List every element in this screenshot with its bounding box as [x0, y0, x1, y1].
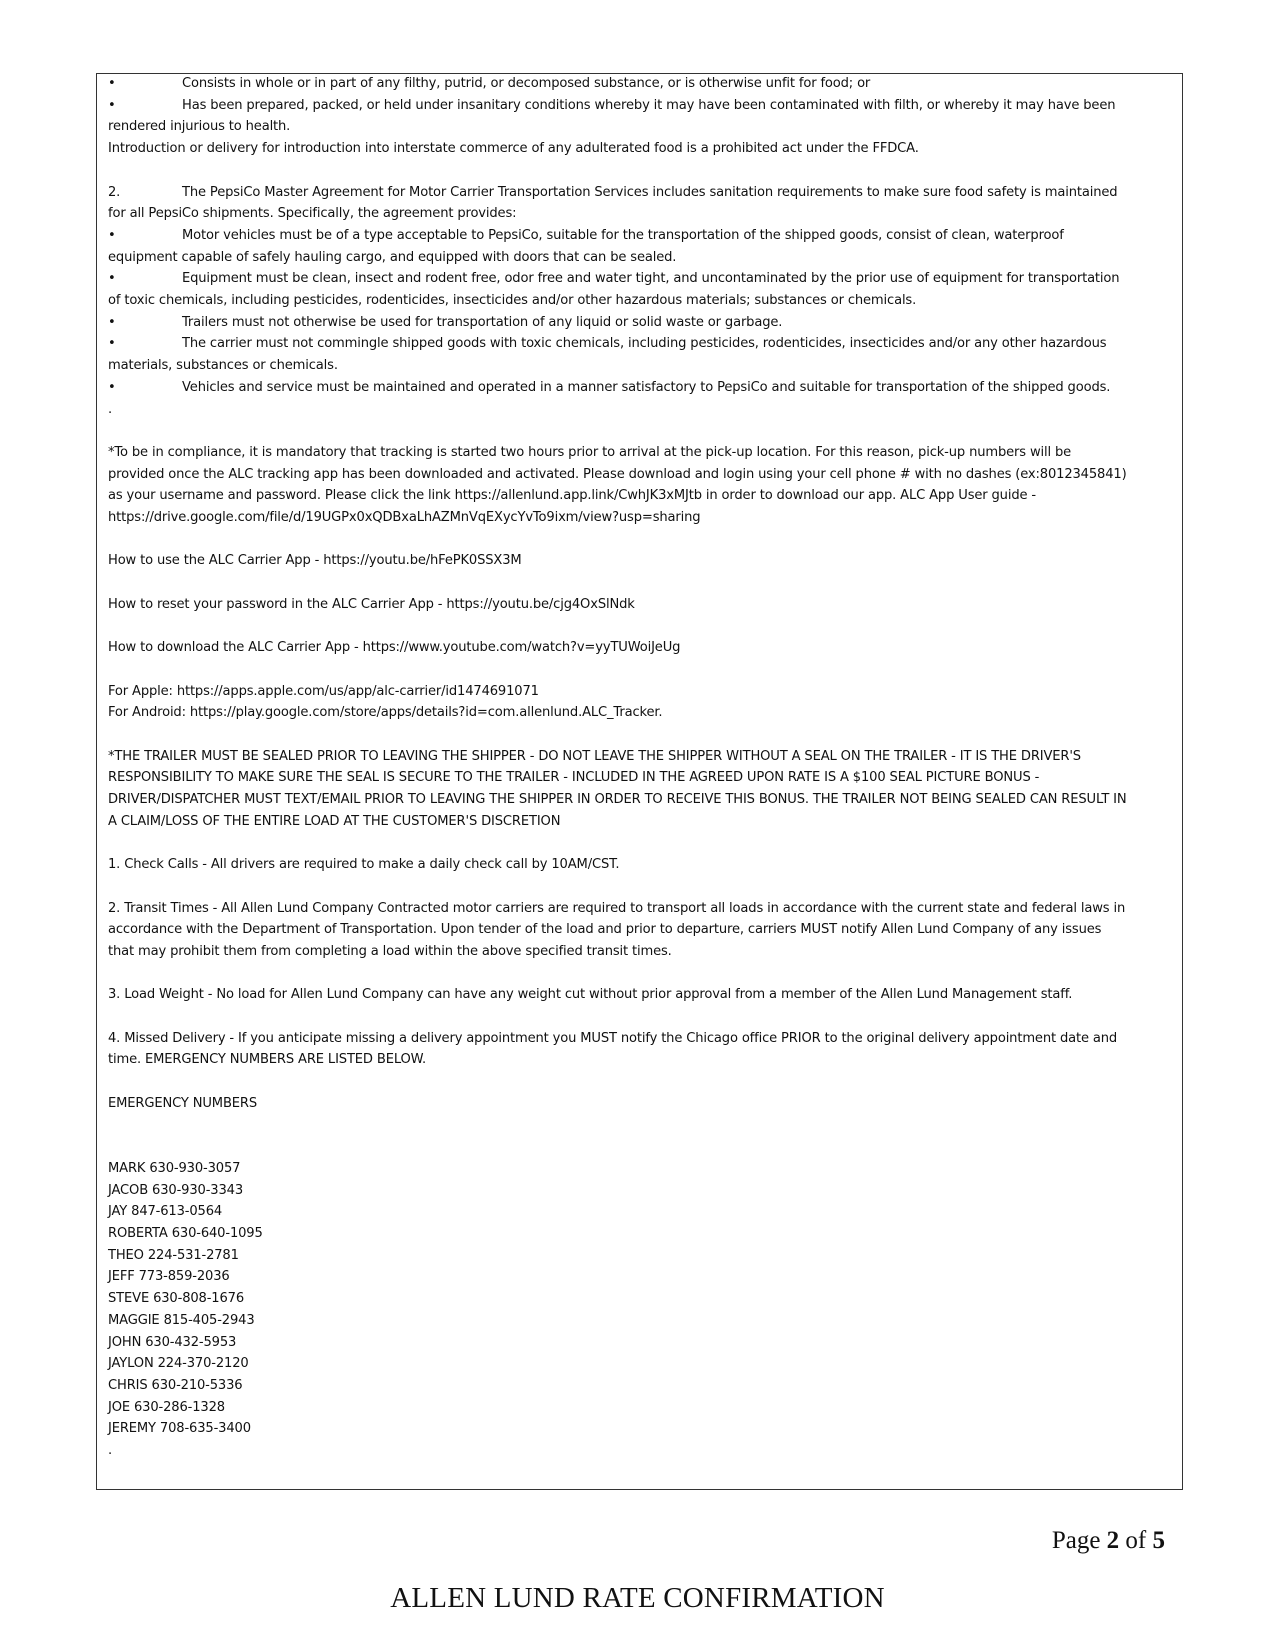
emergency-contact: THEO 224-531-2781	[108, 1247, 239, 1263]
pepsico-bullet-3: • Trailers must not otherwise be used for transportation of any liquid or solid waste or garbage.	[108, 312, 1178, 334]
emergency-contact: STEVE 630-808-1676	[108, 1291, 245, 1307]
pepsico-bullet-1: • Motor vehicles must be of a type acceptable to PepsiCo, suitable for the transportation of the shipped goods, consist of clean, waterproof	[108, 225, 1178, 247]
adulteration-bullet-1: • Consists in whole or in part of any filthy, putrid, or decomposed substance, or is otherwise unfit for food; or	[108, 73, 1178, 95]
adulteration-bullet-2: • Has been prepared, packed, or held under insanitary conditions whereby it may have been contaminated with filth, or whereby it may have been	[108, 95, 1178, 117]
pepsico-bullet-2: • Equipment must be clean, insect and rodent free, odor free and water tight, and uncontaminated by the prior use of equipment for transportation	[108, 268, 1178, 290]
seal-notice-line-2: RESPONSIBILITY TO MAKE SURE THE SEAL IS SECURE TO THE TRAILER - INCLUDED IN THE AGREED UPON RATE IS A $100 SEAL PICTURE BONUS -	[108, 770, 1040, 786]
tracking-line-1: *To be in compliance, it is mandatory that tracking is started two hours prior to arrival at the pick-up location. For this reason, pick-up numbers will be	[108, 444, 1072, 460]
rate-confirmation-terms	[108, 73, 1178, 1462]
pepsico-number: 2.	[108, 184, 121, 200]
emergency-contact: JEREMY 708-635-3400	[108, 1421, 251, 1437]
emergency-contact: MARK 630-930-3057	[108, 1160, 241, 1176]
emergency-contact-list	[108, 1158, 1178, 1440]
current-page: 2	[1106, 1527, 1120, 1554]
seal-notice-line-4: A CLAIM/LOSS OF THE ENTIRE LOAD AT THE CUSTOMER'S DISCRETION	[108, 813, 561, 829]
tracking-line-2: provided once the ALC tracking app has been downloaded and activated. Please download and login using your cell phone # with no dashes (ex:8012345841)	[108, 466, 1127, 482]
emergency-contact: JACOB 630-930-3343	[108, 1182, 244, 1198]
bullet-glyph: •	[108, 379, 116, 395]
pepsico-bullet-2-cont: of toxic chemicals, including pesticides, rodenticides, insecticides and/or other hazardous materials; substances or chemicals.	[108, 293, 917, 309]
rule-load-weight: 3. Load Weight - No load for Allen Lund Company can have any weight cut without prior approval from a member of the Allen Lund Management staff.	[108, 987, 1073, 1003]
emergency-contact: CHRIS 630-210-5336	[108, 1377, 243, 1393]
tracking-line-3: as your username and password. Please click the link https://allenlund.app.link/CwhJK3xMJtb in order to download our app. ALC App User guide -	[108, 488, 1036, 504]
pepsico-bullet-5: • Vehicles and service must be maintained and operated in a manner satisfactory to PepsiCo and suitable for transportation of the shipped goods.	[108, 377, 1178, 399]
download-app-link[interactable]: How to download the ALC Carrier App - https://www.youtube.com/watch?v=yyTUWoiJeUg	[108, 640, 681, 656]
emergency-contact: ROBERTA 630-640-1095	[108, 1226, 263, 1242]
pepsico-dot: .	[108, 401, 113, 417]
emergency-heading: EMERGENCY NUMBERS	[108, 1095, 258, 1111]
bullet-glyph: •	[108, 97, 116, 113]
pepsico-intro: 2. The PepsiCo Master Agreement for Motor Carrier Transportation Services includes sanitation requirements to make sure food safety is maintained	[108, 182, 1178, 204]
document-title: ALLEN LUND RATE CONFIRMATION	[390, 1582, 885, 1614]
rule-check-calls: 1. Check Calls - All drivers are required to make a daily check call by 10AM/CST.	[108, 857, 620, 873]
pepsico-bullet-4-cont: materials, substances or chemicals.	[108, 358, 338, 374]
emergency-contact: JOE 630-286-1328	[108, 1399, 225, 1415]
bullet-glyph: •	[108, 227, 116, 243]
pepsico-intro-cont: for all PepsiCo shipments. Specifically, the agreement provides:	[108, 206, 517, 222]
emergency-contact: JEFF 773-859-2036	[108, 1269, 230, 1285]
page-number: Page 2 of 5	[1051, 1527, 1165, 1554]
rule-missed-delivery-1: 4. Missed Delivery - If you anticipate missing a delivery appointment you MUST notify the Chicago office PRIOR to the original delivery appointment date and	[108, 1030, 1118, 1046]
emergency-contact: JAY 847-613-0564	[108, 1204, 223, 1220]
emergency-trailing-dot: .	[108, 1443, 113, 1459]
adulteration-conclusion: Introduction or delivery for introduction into interstate commerce of any adulterated food is a prohibited act under the FFDCA.	[108, 141, 919, 157]
pepsico-bullet-4: • The carrier must not commingle shipped goods with toxic chemicals, including pesticides, rodenticides, insecticides and/or any other hazardous	[108, 333, 1178, 355]
total-pages: 5	[1152, 1527, 1165, 1554]
pepsico-bullet-1-cont: equipment capable of safely hauling cargo, and equipped with doors that can be sealed.	[108, 249, 677, 265]
bullet-glyph: •	[108, 314, 116, 330]
rule-missed-delivery-2: time. EMERGENCY NUMBERS ARE LISTED BELOW.	[108, 1052, 426, 1068]
user-guide-link[interactable]: https://drive.google.com/file/d/19UGPx0xQDBxaLhAZMnVqEXycYvTo9ixm/view?usp=sharing	[108, 510, 701, 526]
apple-store-link[interactable]: For Apple: https://apps.apple.com/us/app/alc-carrier/id1474691071	[108, 683, 539, 699]
rule-transit-times-2: accordance with the Department of Transportation. Upon tender of the load and prior to departure, carriers MUST notify Allen Lund Company of any issues	[108, 922, 1102, 938]
rule-transit-times-1: 2. Transit Times - All Allen Lund Company Contracted motor carriers are required to transport all loads in accordance with the current state and federal laws in	[108, 900, 1126, 916]
seal-notice-line-1: *THE TRAILER MUST BE SEALED PRIOR TO LEAVING THE SHIPPER - DO NOT LEAVE THE SHIPPER WITHOUT A SEAL ON THE TRAILER - IT IS THE DRIVER'S	[108, 748, 1081, 764]
emergency-contact: JOHN 630-432-5953	[108, 1334, 237, 1350]
emergency-contact: JAYLON 224-370-2120	[108, 1356, 249, 1372]
emergency-contact: MAGGIE 815-405-2943	[108, 1312, 255, 1328]
rule-transit-times-3: that may prohibit them from completing a load within the above specified transit times.	[108, 943, 672, 959]
android-store-link[interactable]: For Android: https://play.google.com/store/apps/details?id=com.allenlund.ALC_Tracker.	[108, 705, 663, 721]
adulteration-bullet-2-cont: rendered injurious to health.	[108, 119, 291, 135]
seal-notice-line-3: DRIVER/DISPATCHER MUST TEXT/EMAIL PRIOR TO LEAVING THE SHIPPER IN ORDER TO RECEIVE THIS BONUS. THE TRAILER NOT BEING SEALED CAN RESULT IN	[108, 792, 1127, 808]
how-to-use-link[interactable]: How to use the ALC Carrier App - https://youtu.be/hFePK0SSX3M	[108, 553, 522, 569]
bullet-glyph: •	[108, 271, 116, 287]
bullet-glyph: •	[108, 336, 116, 352]
reset-password-link[interactable]: How to reset your password in the ALC Carrier App - https://youtu.be/cjg4OxSlNdk	[108, 596, 635, 612]
bullet-glyph: •	[108, 76, 116, 91]
